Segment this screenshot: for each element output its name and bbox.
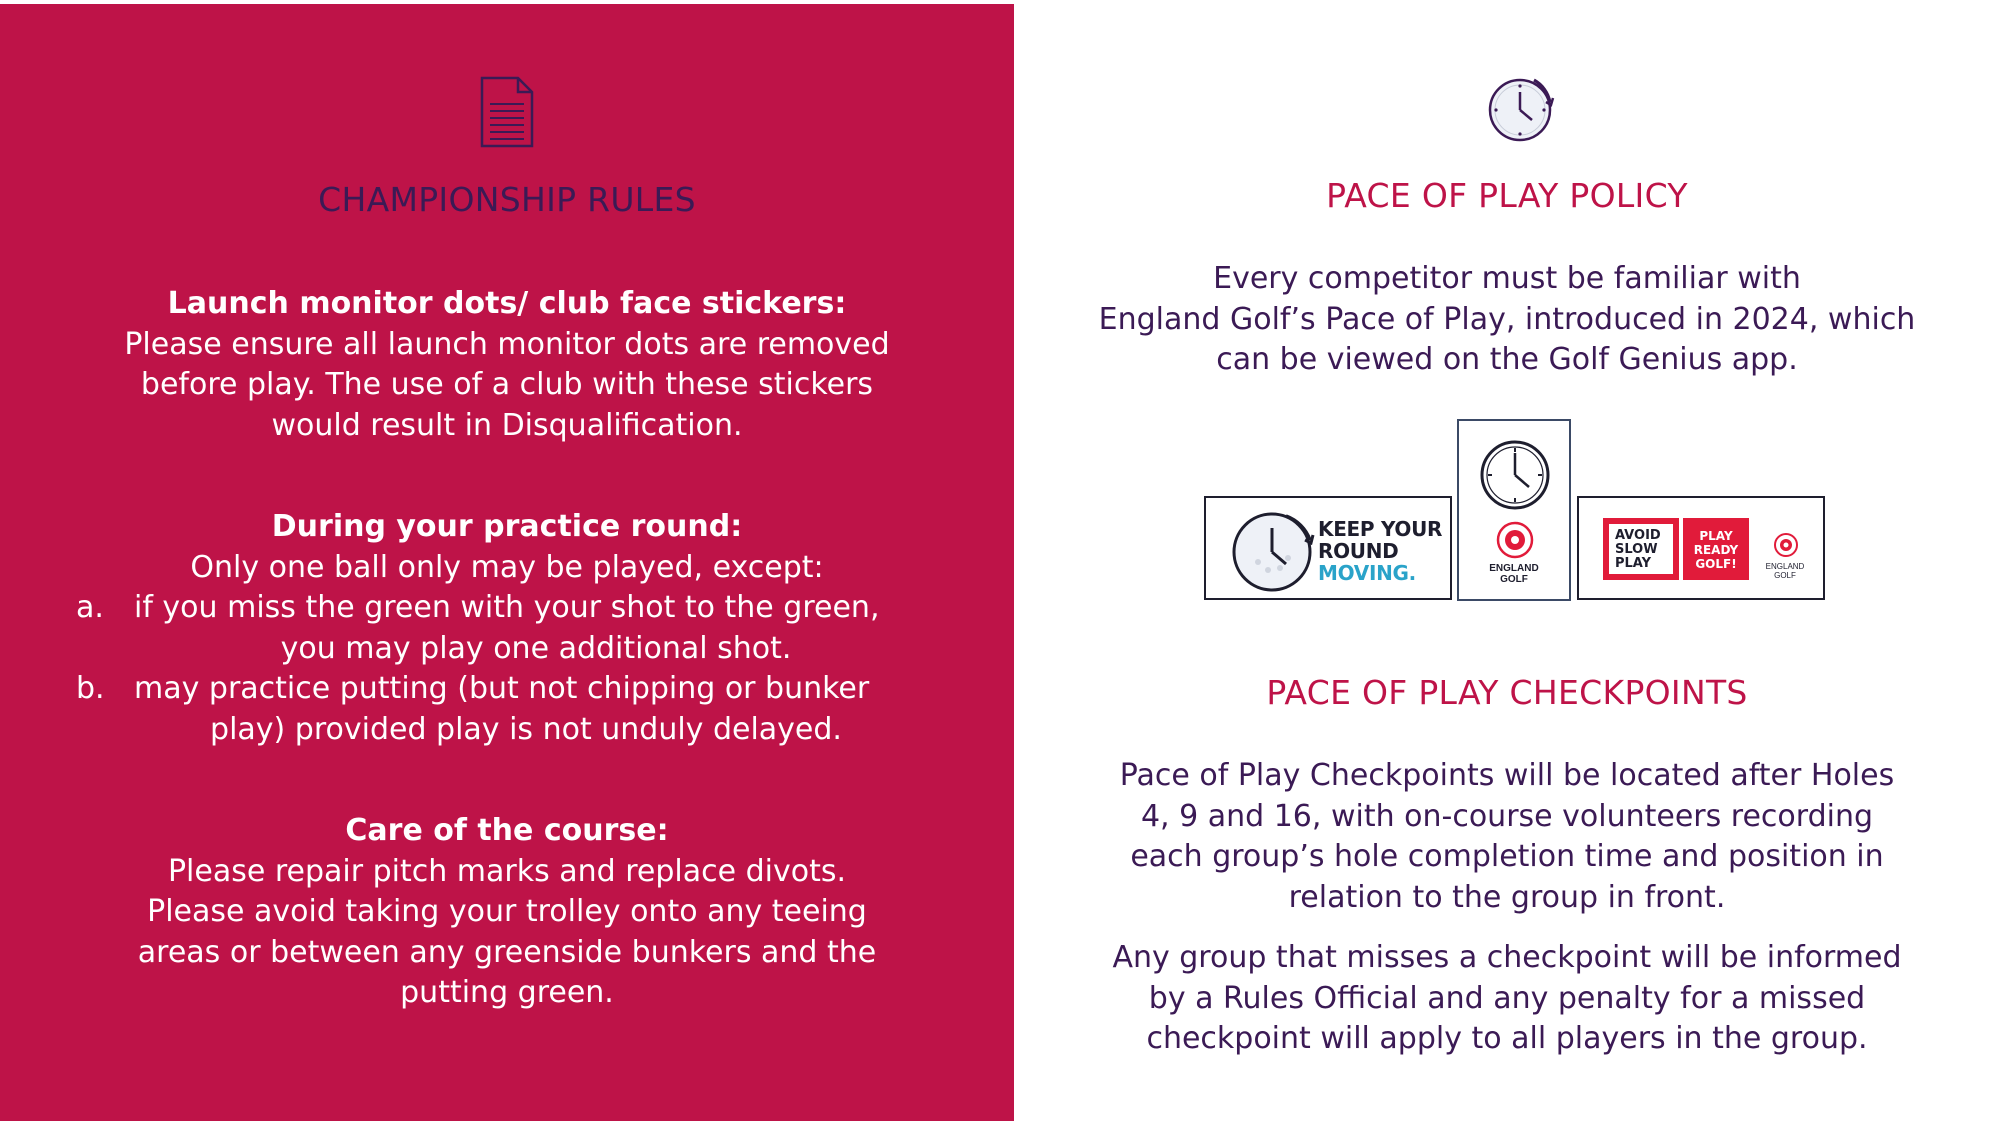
care-of-course-line: areas or between any greenside bunkers and the bbox=[137, 934, 877, 970]
pace-of-play-panel bbox=[1014, 0, 2000, 1125]
england-golf-wordmark bbox=[1459, 563, 1569, 585]
keep-moving-wordmark bbox=[1318, 518, 1442, 584]
practice-rule-item-b bbox=[0, 669, 1014, 750]
document-icon bbox=[478, 76, 536, 148]
england-golf-line: GOLF bbox=[1500, 574, 1528, 585]
checkpoints-line: checkpoint will apply to all players in the group. bbox=[1146, 1021, 1868, 1056]
care-of-course-section bbox=[0, 811, 1014, 1014]
avoid-line: PLAY bbox=[1615, 556, 1652, 571]
care-of-course-line: Please repair pitch marks and replace divots. bbox=[167, 853, 847, 889]
england-golf-line: GOLF bbox=[1774, 571, 1796, 580]
play-ready-golf-badge bbox=[1683, 518, 1749, 580]
checkpoints-line: 4, 9 and 16, with on-course volunteers recording bbox=[1140, 798, 1874, 834]
pace-of-play-policy-title: PACE OF PLAY POLICY bbox=[1326, 176, 1688, 215]
england-golf-line: ENGLAND bbox=[1765, 562, 1805, 571]
list-marker: b. bbox=[76, 671, 105, 706]
clock-icon bbox=[1479, 439, 1551, 511]
checkpoints-line: Pace of Play Checkpoints will be located after Holes bbox=[1119, 758, 1895, 793]
pace-of-play-checkpoints-title: PACE OF PLAY CHECKPOINTS bbox=[1266, 673, 1748, 712]
rose-emblem-icon bbox=[1496, 521, 1534, 559]
play-ready-line: READY bbox=[1693, 543, 1739, 557]
launch-monitor-line: Please ensure all launch monitor dots are removed bbox=[124, 326, 890, 362]
avoid-line: SLOW bbox=[1615, 542, 1658, 557]
championship-rules-panel bbox=[0, 4, 1014, 1121]
list-item-continuation: you may play one additional shot. bbox=[280, 630, 792, 666]
checkpoints-line: by a Rules Official and any penalty for a missed bbox=[1148, 980, 1866, 1016]
checkpoints-line: Any group that misses a checkpoint will be informed bbox=[1112, 940, 1902, 975]
avoid-slow-play-logo bbox=[1577, 496, 1825, 600]
checkpoints-paragraph-1 bbox=[1014, 756, 2000, 918]
clock-icon bbox=[1228, 506, 1316, 594]
pace-of-play-policy-text bbox=[1014, 259, 2000, 381]
list-item-text: may practice putting (but not chipping or bunker bbox=[134, 671, 870, 706]
keep-moving-line: MOVING. bbox=[1318, 561, 1416, 585]
list-item-continuation: play) provided play is not unduly delayed. bbox=[210, 711, 842, 747]
checkpoints-line: relation to the group in front. bbox=[1288, 879, 1726, 915]
practice-rule-item-a bbox=[0, 588, 1014, 669]
list-item-text: if you miss the green with your shot to the green, bbox=[134, 590, 880, 625]
practice-round-heading: During your practice round: bbox=[271, 509, 743, 544]
play-ready-line: PLAY bbox=[1699, 529, 1733, 543]
care-of-course-line: putting green. bbox=[400, 975, 614, 1010]
care-of-course-line: Please avoid taking your trolley onto any teeing bbox=[147, 894, 867, 929]
checkpoints-paragraph-2 bbox=[1014, 938, 2000, 1060]
england-golf-clock-logo bbox=[1457, 419, 1571, 601]
checkpoints-line: each group’s hole completion time and position in bbox=[1130, 839, 1884, 874]
keep-moving-line: ROUND bbox=[1318, 539, 1399, 563]
keep-your-round-moving-logo bbox=[1204, 496, 1452, 600]
launch-monitor-section bbox=[0, 284, 1014, 446]
england-golf-line: ENGLAND bbox=[1489, 563, 1539, 574]
england-golf-wordmark-small bbox=[1757, 562, 1813, 580]
launch-monitor-line: before play. The use of a club with these stickers bbox=[140, 367, 874, 402]
launch-monitor-heading: Launch monitor dots/ club face stickers: bbox=[167, 286, 847, 321]
championship-rules-title: CHAMPIONSHIP RULES bbox=[318, 180, 696, 219]
play-ready-line: GOLF! bbox=[1695, 557, 1737, 571]
avoid-slow-play-badge bbox=[1603, 518, 1679, 580]
policy-line: can be viewed on the Golf Genius app. bbox=[1216, 342, 1798, 377]
care-of-course-heading: Care of the course: bbox=[345, 813, 669, 848]
stopwatch-icon bbox=[1484, 72, 1556, 144]
practice-round-section bbox=[0, 507, 1014, 750]
policy-line: Every competitor must be familiar with bbox=[1213, 261, 1801, 296]
avoid-line: AVOID bbox=[1615, 528, 1661, 543]
launch-monitor-line: would result in Disqualification. bbox=[271, 407, 743, 443]
keep-moving-line: KEEP YOUR bbox=[1318, 517, 1443, 541]
policy-line: England Golf’s Pace of Play, introduced in 2024, which bbox=[1098, 301, 1916, 337]
list-marker: a. bbox=[76, 590, 104, 625]
rose-emblem-icon bbox=[1773, 532, 1799, 558]
practice-round-intro: Only one ball only may be played, except: bbox=[190, 549, 824, 585]
